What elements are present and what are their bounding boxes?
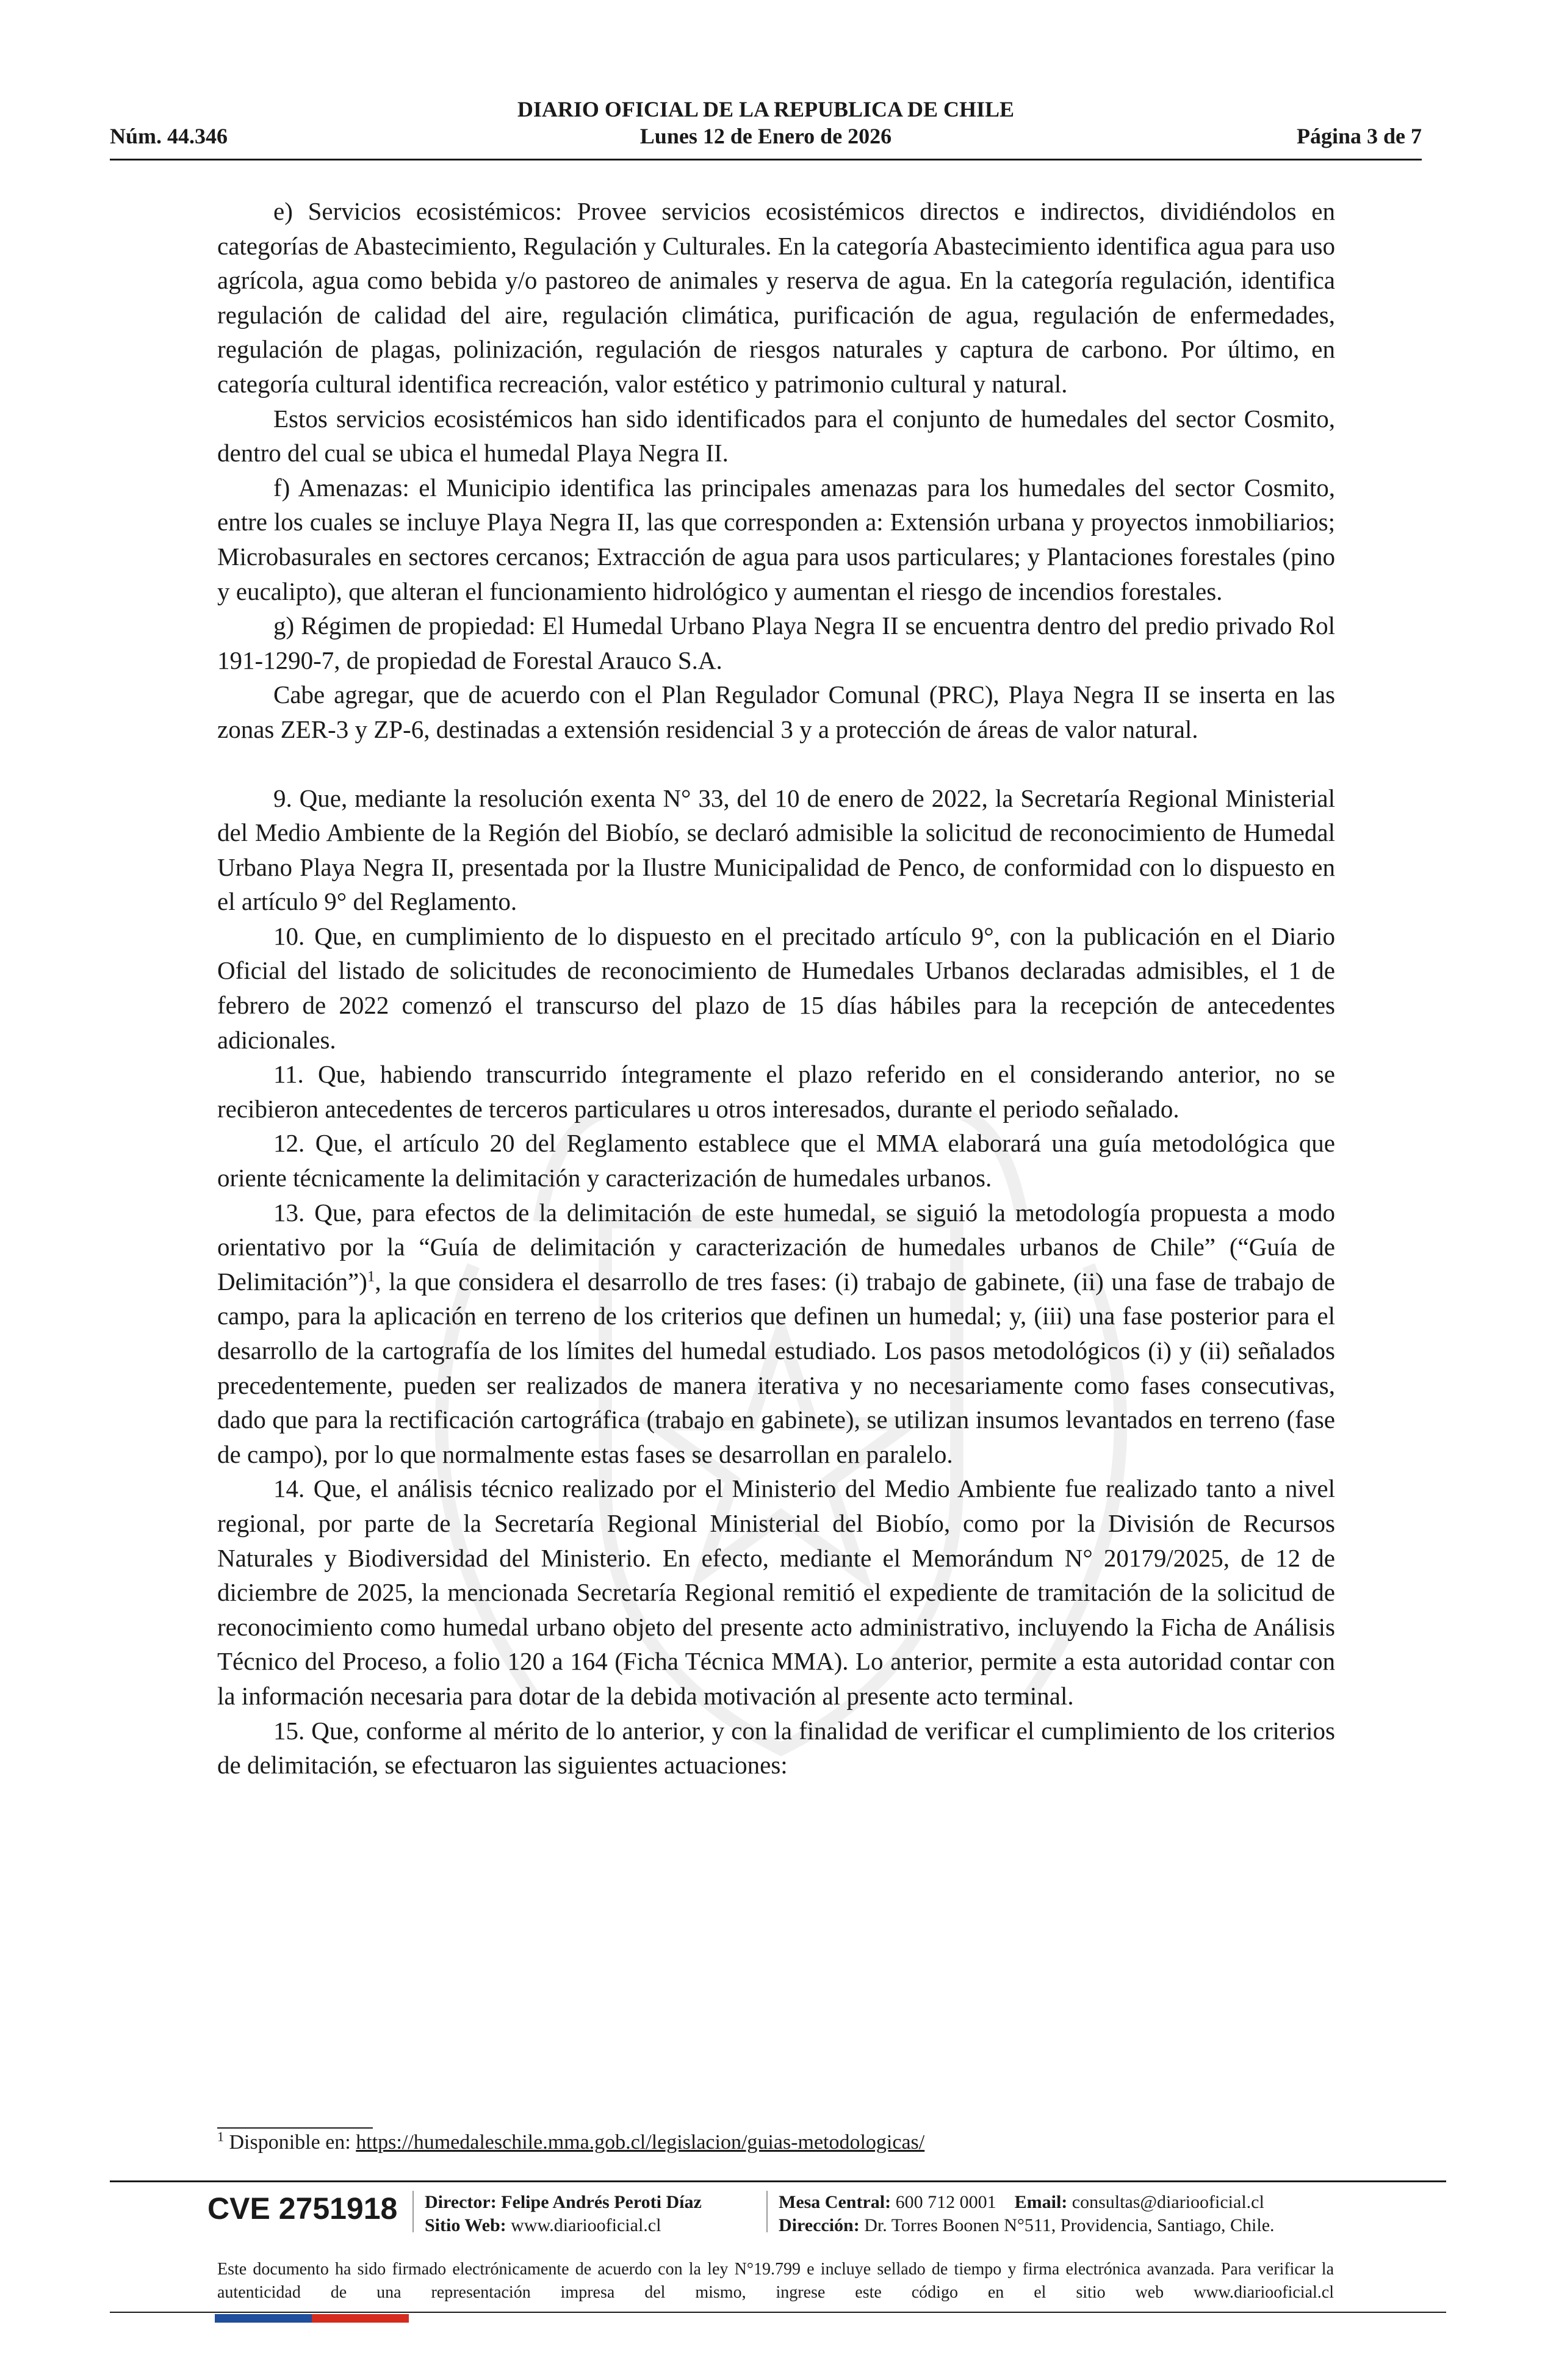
footer-director-block — [425, 2191, 702, 2237]
paragraph-9: 9. Que, mediante la resolución exenta N° 33, del 10 de enero de 2022, la Secretaría Regional Ministerial del Medio Ambiente de la Región del Biobío, se declaró admisible la solicitud de reconocimiento de Humedal Urbano Playa Negra II, presentada por la Ilustre Municipalidad de Penco, de conformidad con lo dispuesto en el artículo 9° del Reglamento. — [217, 784, 1335, 916]
contact-line — [779, 2191, 1275, 2214]
flag-color-bar — [215, 2314, 409, 2323]
footer-divider — [110, 2180, 1446, 2182]
address-line — [779, 2214, 1275, 2237]
phone-value: 600 712 0001 — [895, 2192, 996, 2212]
document-body — [217, 194, 1335, 1783]
legal-divider — [110, 2312, 1446, 2313]
paragraph-prc-zones: Cabe agregar, que de acuerdo con el Plan Regulador Comunal (PRC), Playa Negra II se inserta en las zonas ZER-3 y ZP-6, destinadas a extensión residencial 3 y a protección de áreas de valor natural. — [217, 680, 1335, 743]
address-label: Dirección: — [779, 2215, 860, 2235]
gazette-title: DIARIO OFICIAL DE LA REPUBLICA DE CHILE — [517, 97, 1015, 121]
footer-separator — [412, 2191, 414, 2232]
issue-date: Lunes 12 de Enero de 2026 — [639, 124, 892, 148]
issue-number: Núm. 44.346 — [110, 124, 228, 148]
footnote-text: Disponible en: — [229, 2131, 351, 2154]
paragraph-15: 15. Que, conforme al mérito de lo anterior, y con la finalidad de verificar el cumplimiento de los criterios de delimitación, se efectuaron las siguientes actuaciones: — [217, 1716, 1335, 1780]
footer-separator — [766, 2191, 768, 2232]
paragraph-11: 11. Que, habiendo transcurrido íntegramente el plazo referido en el considerando anterior, no se recibieron antecedentes de terceros particulares u otros interesados, durante el periodo señalado. — [217, 1060, 1335, 1123]
paragraph-13-text-start: 13. Que, para efectos de la delimitación de este humedal, se siguió la metodología propuesta a modo orientativo por la “Guía de delimitación y caracterización de humedales urbanos de Chile” (“Guía de Delimitación”) — [217, 1198, 1335, 1296]
address-value: Dr. Torres Boonen N°511, Providencia, Santiago, Chile. — [864, 2215, 1275, 2235]
email-value: consultas@diariooficial.cl — [1072, 2192, 1264, 2212]
cve-code: CVE 2751918 — [207, 2191, 398, 2226]
paragraph-services-identified: Estos servicios ecosistémicos han sido identificados para el conjunto de humedales del sector Cosmito, dentro del cual se ubica el humedal Playa Negra II. — [217, 404, 1335, 467]
footnote-divider — [217, 2127, 373, 2129]
phone-label: Mesa Central: — [779, 2192, 891, 2212]
paragraph-10: 10. Que, en cumplimiento de lo dispuesto en el precitado artículo 9°, con la publicación en el Diario Oficial del listado de solicitudes de reconocimiento de Humedales Urbanos declaradas admisibles, el 1 de febrero de 2022 comenzó el transcurso del plazo de 15 días hábiles para la recepción de antecedentes adicionales. — [217, 921, 1335, 1054]
page-number: Página 3 de 7 — [1296, 124, 1422, 148]
website-line — [425, 2214, 702, 2237]
footnote-reference: 1 — [367, 1268, 375, 1285]
footnote-link[interactable]: https://humedaleschile.mma.gob.cl/legislacion/guias-metodologicas/ — [356, 2131, 925, 2154]
paragraph-13-text-end: , la que considera el desarrollo de tres fases: (i) trabajo de gabinete, (ii) una fase de trabajo de campo, para la aplicación en terreno de los criterios que definen un humedal; y, (iii) una fase posterior para el desarrollo de la cartografía de los límites del humedal estudiado. Los pasos metodológicos (i) y (ii) señalados precedentemente, pueden ser realizados de manera iterativa y no necesariamente como fases consecutivas, dado que para la rectificación cartográfica (trabajo en gabinete), se utilizan insumos levantados en terreno (fase de campo), por lo que normalmente estas fases se desarrollan en paralelo. — [217, 1267, 1335, 1468]
page-header — [110, 92, 1422, 160]
website-value: www.diariooficial.cl — [511, 2215, 661, 2235]
paragraph-threats: f) Amenazas: el Municipio identifica las principales amenazas para los humedales del sector Cosmito, entre los cuales se incluye Playa Negra II, las que corresponden a: Extensión urbana y proyectos inmobiliarios; Microbasurales en sectores cercanos; Extracción de agua para usos particulares; y Plantaciones forestales (pino y eucalipto), que alteran el funcionamiento hidrológico y aumentan el riesgo de incendios forestales. — [217, 473, 1335, 605]
email-label: Email: — [1014, 2192, 1068, 2212]
director-name: Felipe Andrés Peroti Díaz — [501, 2192, 702, 2212]
legal-notice: Este documento ha sido firmado electrónicamente de acuerdo con la ley N°19.799 e incluye sellado de tiempo y firma electrónica avanzada. Para verificar la autenticidad de una representación impresa del mismo, ingrese este código en el sitio web www.diariooficial.cl — [217, 2260, 1334, 2302]
flag-blue-segment — [215, 2314, 312, 2323]
footnote-marker: 1 — [217, 2129, 224, 2144]
director-label: Director: — [425, 2192, 497, 2212]
paragraph-14: 14. Que, el análisis técnico realizado por el Ministerio del Medio Ambiente fue realizado tanto a nivel regional, por parte de la Secretaría Regional Ministerial del Biobío, como por la División de Recursos Naturales y Biodiversidad del Ministerio. En efecto, mediante el Memorándum N° 20179/2025, de 12 de diciembre de 2025, la mencionada Secretaría Regional remitió el expediente de tramitación de la solicitud de reconocimiento como humedal urbano objeto del presente acto administrativo, incluyendo la Ficha de Análisis Técnico del Proceso, a folio 120 a 164 (Ficha Técnica MMA). Lo anterior, permite a esta autoridad contar con la información necesaria para dotar de la debida motivación al presente acto terminal. — [217, 1474, 1335, 1710]
flag-red-segment — [312, 2314, 409, 2323]
paragraph-property-regime: g) Régimen de propiedad: El Humedal Urbano Playa Negra II se encuentra dentro del predio privado Rol 191-1290-7, de propiedad de Forestal Arauco S.A. — [217, 611, 1335, 674]
website-label: Sitio Web: — [425, 2215, 506, 2235]
footer-contact-block — [779, 2191, 1275, 2237]
footnote — [217, 2131, 924, 2154]
director-line — [425, 2191, 702, 2214]
paragraph-12: 12. Que, el artículo 20 del Reglamento establece que el MMA elaborará una guía metodológica que oriente técnicamente la delimitación y caracterización de humedales urbanos. — [217, 1129, 1335, 1192]
paragraph-13 — [217, 1195, 1335, 1472]
paragraph-ecosystem-services: e) Servicios ecosistémicos: Provee servicios ecosistémicos directos e indirectos, dividiéndolos en categorías de Abastecimiento, Regulación y Culturales. En la categoría Abastecimiento identifica agua para uso agrícola, agua como bebida y/o pastoreo de animales y reserva de agua. En la categoría regulación, identifica regulación de calidad del aire, regulación climática, purificación de agua, regulación de enfermedades, regulación de plagas, polinización, regulación de riesgos naturales y captura de carbono. Por último, en categoría cultural identifica recreación, valor estético y patrimonio cultural y natural. — [217, 197, 1335, 398]
